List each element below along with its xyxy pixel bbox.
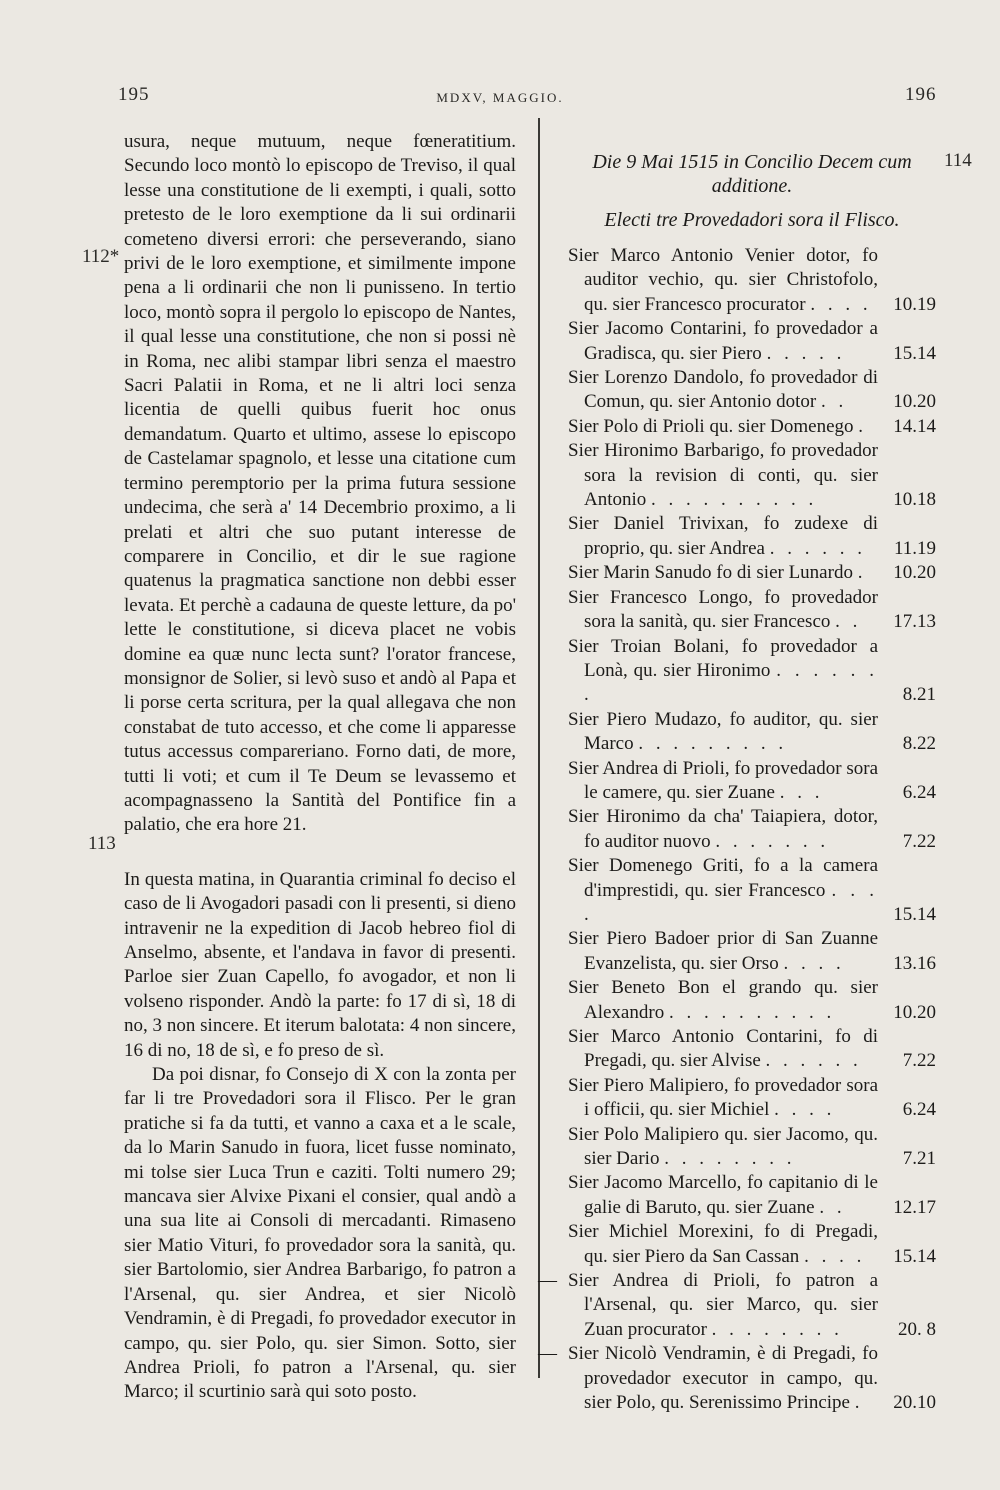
running-title: MDXV, MAGGIO. xyxy=(436,90,564,105)
scrutiny-entry xyxy=(568,439,936,512)
scrutiny-entry xyxy=(568,1025,936,1074)
entry-name xyxy=(568,561,878,585)
entry-name-text: Sier Polo Malipiero qu. sier Jacomo, qu. sier Dario xyxy=(568,1123,878,1170)
entry-leader-dots: . . . . . . . xyxy=(584,659,879,706)
entry-name xyxy=(568,439,878,512)
entry-leader-dots: . . xyxy=(835,611,862,633)
section-heading-date: Die 9 Mai 1515 in Concilio Decem cum additione. xyxy=(592,151,912,197)
scrutiny-entry xyxy=(568,757,936,806)
entry-leader-dots: . xyxy=(854,1392,864,1414)
entry-score: 8.22 xyxy=(902,733,936,755)
entry-name xyxy=(568,1074,878,1123)
entry-name-text: Sier Piero Badoer prior di San Zuanne Evanzelista, qu. sier Orso xyxy=(568,928,878,974)
margin-number-left-b: 113 xyxy=(88,833,116,854)
entry-score: 7.21 xyxy=(902,1148,936,1170)
entry-leader-dots: . xyxy=(858,415,868,437)
entry-name-text: Sier Nicolò Vendramin, è di Pregadi, fo provedador executor in campo, qu. sier Polo, qu. Serenissimo Principe xyxy=(568,1343,878,1414)
paragraph-quarantia: In questa matina, in Quarantia criminal fo deciso el caso de li Avogadori pasadi con li presenti, si dieno intravenir ne la expedition di Jacob hebreo fiol di Anselmo, absente, et l'andava in favor di presenti. Parloe sier Zuan Capello, fo avogador, et non li volseno risponder. Andò la parte: fo 17 di sì, 18 di no, 3 non sincere. Et iterum balotata: 4 non sincere, 16 di no, 18 de sì, e fo preso de sì. xyxy=(124,868,516,1061)
scrutiny-entry xyxy=(568,976,936,1025)
entry-leader-dots: . . xyxy=(819,1196,846,1218)
entry-leader-dots: . . . xyxy=(779,781,824,803)
entry-score: 12.17 xyxy=(893,1196,936,1218)
entry-name-text: Sier Hironimo Barbarigo, fo provedador sora la revision di conti, qu. sier Antonio xyxy=(568,440,878,511)
entry-name-text: Sier Domenego Griti, fo a la camera d'imprestidi, qu. sier Francesco xyxy=(568,855,878,901)
entry-name xyxy=(568,1171,878,1220)
scrutiny-entry xyxy=(568,635,936,708)
column-divider xyxy=(538,118,540,1378)
entry-name-text: Sier Piero Mudazo, fo auditor, qu. sier Marco xyxy=(568,708,878,755)
page-number-right: 196 xyxy=(905,84,937,105)
entry-leader-dots: . . . . xyxy=(804,1245,866,1267)
entry-name-text: Sier Michiel Morexini, fo di Pregadi, qu. sier Piero da San Cassan xyxy=(568,1221,878,1267)
scrutiny-entry xyxy=(568,1074,936,1123)
entry-name-text: Sier Marco Antonio Venier dotor, fo auditor vechio, qu. sier Christofolo, qu. sier Francesco procurator xyxy=(568,245,878,315)
entry-leader-dots: . . . . . . . . xyxy=(711,1318,843,1340)
scrutiny-entry xyxy=(568,244,936,317)
entry-leader-dots: . . . . . . . . . . xyxy=(668,1001,836,1023)
entry-name-text: Sier Beneto Bon el grando qu. sier Alexandro xyxy=(568,977,878,1023)
scrutiny-entry xyxy=(568,561,936,585)
scrutiny-entry xyxy=(568,805,936,854)
scrutiny-entry xyxy=(568,1123,936,1172)
margin-number-left-a: 112* xyxy=(82,246,120,267)
entry-name xyxy=(568,854,878,927)
entry-name-text: Sier Andrea di Prioli, fo provedador sora le camere, qu. sier Zuane xyxy=(568,757,878,803)
entry-leader-dots: . . . . xyxy=(783,952,845,974)
entry-score: 10.20 xyxy=(893,1001,936,1023)
entry-score: 10.18 xyxy=(893,489,936,511)
entry-leader-dots: . . . . . xyxy=(766,342,846,364)
scrutiny-entry xyxy=(568,317,936,366)
entry-name xyxy=(568,512,878,561)
scrutiny-entry xyxy=(568,708,936,757)
entry-score: 15.14 xyxy=(893,342,936,364)
section-heading-electi: Electi tre Provedadori sora il Flisco. xyxy=(604,209,900,231)
entry-score: 17.13 xyxy=(893,611,936,633)
entry-name xyxy=(568,708,878,757)
entry-name xyxy=(568,366,878,415)
entry-name-text: Sier Troian Bolani, fo provedador a Lonà, qu. sier Hironimo xyxy=(568,635,878,681)
entry-leader-dots: . . . . . . xyxy=(765,1050,862,1072)
entry-name xyxy=(568,976,878,1025)
entry-name-text: Sier Marco Antonio Contarini, fo di Pregadi, qu. sier Alvise xyxy=(568,1026,878,1072)
scrutiny-list xyxy=(538,244,936,1416)
entry-name xyxy=(568,805,878,854)
entry-name xyxy=(568,317,878,366)
entry-score: 8.21 xyxy=(902,684,936,706)
entry-score: 6.24 xyxy=(902,781,936,803)
entry-score: 20.10 xyxy=(893,1392,936,1414)
entry-score: 10.20 xyxy=(893,391,936,413)
entry-name xyxy=(568,757,878,806)
entry-leader-dots: . . . . . . . . . xyxy=(638,733,788,755)
entry-name xyxy=(568,1025,878,1074)
entry-score: 14.14 xyxy=(893,415,936,437)
entry-name-text: Sier Hironimo da cha' Taiapiera, dotor, fo auditor nuovo xyxy=(568,806,878,852)
entry-leader-dots: . . . . xyxy=(810,293,872,315)
entry-dash: — xyxy=(538,1343,557,1365)
entry-score: 7.22 xyxy=(902,1050,936,1072)
entry-leader-dots: . . . . . . xyxy=(769,537,866,559)
entry-score: 10.19 xyxy=(893,293,936,315)
entry-leader-dots: . . . . . . . xyxy=(715,830,830,852)
entry-name-text: Sier Lorenzo Dandolo, fo provedador di Comun, qu. sier Antonio dotor xyxy=(568,367,878,413)
scrutiny-entry xyxy=(568,586,936,635)
entry-name xyxy=(568,635,878,708)
scrutiny-entry xyxy=(568,1171,936,1220)
scrutiny-entry xyxy=(568,415,936,439)
scrutiny-entry xyxy=(538,1342,936,1415)
entry-score: 20. 8 xyxy=(898,1318,936,1340)
entry-score: 15.14 xyxy=(893,903,936,925)
paragraph-consejo-di-x: Da poi disnar, fo Consejo di X con la zonta per far li tre Provedadori sora il Flisco. Per le gran pratiche si fa da tutti, et vanno a caxa et a le scale, da lo Marin Sanudo in fuora, licet fusse nominato, mi tolse sier Luca Trun e caziti. Tolti numero 29; mancava sier Alvixe Pixani el consier, qual andò a una sua lite ai Consoli di mercadanti. Rimaseno sier Matio Vituri, fo provedador sora la sanità, qu. sier Bartolomio, sier Andrea Barbarigo, fo patron a l'Arsenal, qu. sier Andrea, et sier Nicolò Vendramin, è di Pregadi, fo provedador executor in campo, qu. sier Polo, qu. sier Simon. Sotto, sier Andrea Prioli, fo patron a l'Arsenal, qu. sier Marco; il scurtinio sarà qui soto posto. xyxy=(124,1064,516,1403)
entry-name xyxy=(568,1220,878,1269)
entry-dash: — xyxy=(538,1270,557,1292)
entry-name-text: Sier Jacomo Marcello, fo capitanio di le galie di Baruto, qu. sier Zuane xyxy=(568,1172,878,1218)
entry-name xyxy=(568,244,878,317)
entry-score: 15.14 xyxy=(893,1245,936,1267)
paragraph-council-session: usura, neque mutuum, neque fœneratitium. Secundo loco montò lo episcopo de Treviso, il qual lesse una constitutione de li exempti, i quali, sotto pretesto de le loro exemptione da li sui ordinarii cometeno diversi errori: che perseverando, siano privi de le loro exemptione, et similmente impone pena a li ordinarii che non li punisseno. In tertio loco, montò sopra il pergolo lo episcopo de Nantes, il qual lesse una constitutione, che non si possi nè in Roma, nec alibi stampar libri senza el maestro Sacri Palatii in Roma, et ne li altri loci senza licentia de quelli quibus fuerit hoc onus demandatum. Quarto et ultimo, assese lo episcopo de Castelamar spagnolo, et lesse una citatione cum termino peremptorio per la prima futura sessione undecima, che serà a' 14 Decembrio proximo, a li prelati et altri che suo putant interesse de comparere in Concilio, et dir le sue ragione quatenus la pragmatica sanctione non debbi esser levata. Et perchè a cadauna de queste letture, da po' lette le constitutione, si diceva placet ne vobis domine ea quæ nunc lecta sunt? l'orator francese, monsignor de Solier, si levò suso et andò al Papa et li porse certa scritura, per la qual allegava che non constabat de tuto accesso, et che come li apparesse tutus accessus compareriano. Forno dati, de more, tutti li voti; et cum il Te Deum se levassemo et acompagnasseno la Santità del Pontifice fin a palatio, che era hore 21. xyxy=(124,131,516,836)
entry-name xyxy=(568,1269,878,1342)
page-number-left: 195 xyxy=(118,84,150,105)
entry-name xyxy=(568,1342,878,1415)
entry-score: 13.16 xyxy=(893,952,936,974)
entry-name-text: Sier Andrea di Prioli, fo patron a l'Arsenal, qu. sier Marco, qu. sier Zuan procurator xyxy=(568,1270,878,1340)
entry-name xyxy=(568,415,878,439)
scrutiny-entry xyxy=(568,1220,936,1269)
scrutiny-entry xyxy=(538,1269,936,1342)
entry-score: 11.19 xyxy=(893,537,936,559)
entry-name xyxy=(568,1123,878,1172)
entry-name-text: Sier Francesco Longo, fo provedador sora la sanità, qu. sier Francesco xyxy=(568,586,878,633)
scrutiny-entry xyxy=(568,854,936,927)
entry-leader-dots: . . . . xyxy=(774,1099,836,1121)
entry-score: 6.24 xyxy=(902,1099,936,1121)
entry-leader-dots: . . . . . . . . . . xyxy=(651,489,818,511)
left-column xyxy=(124,130,516,1405)
entry-name-text: Sier Marin Sanudo fo di sier Lunardo xyxy=(568,562,853,584)
entry-leader-dots: . . xyxy=(820,391,848,413)
entry-name-text: Sier Polo di Prioli qu. sier Domenego xyxy=(568,415,854,437)
entry-name-text: Sier Daniel Trivixan, fo zudexe di proprio, qu. sier Andrea xyxy=(568,513,878,559)
scrutiny-entry xyxy=(568,512,936,561)
entry-score: 7.22 xyxy=(902,830,936,852)
entry-name-text: Sier Piero Malipiero, fo provedador sora i officii, qu. sier Michiel xyxy=(568,1074,878,1121)
right-column xyxy=(538,150,936,1416)
margin-number-right-a: 114 xyxy=(944,150,972,171)
entry-leader-dots: . . . . . . . . xyxy=(664,1148,796,1170)
entry-leader-dots: . . . . xyxy=(584,879,879,925)
entry-name xyxy=(568,586,878,635)
entry-name xyxy=(568,927,878,976)
scrutiny-entry xyxy=(568,366,936,415)
entry-score: 10.20 xyxy=(893,562,936,584)
scrutiny-entry xyxy=(568,927,936,976)
entry-leader-dots: . xyxy=(857,562,867,584)
entry-name-text: Sier Jacomo Contarini, fo provedador a Gradisca, qu. sier Piero xyxy=(568,318,878,364)
